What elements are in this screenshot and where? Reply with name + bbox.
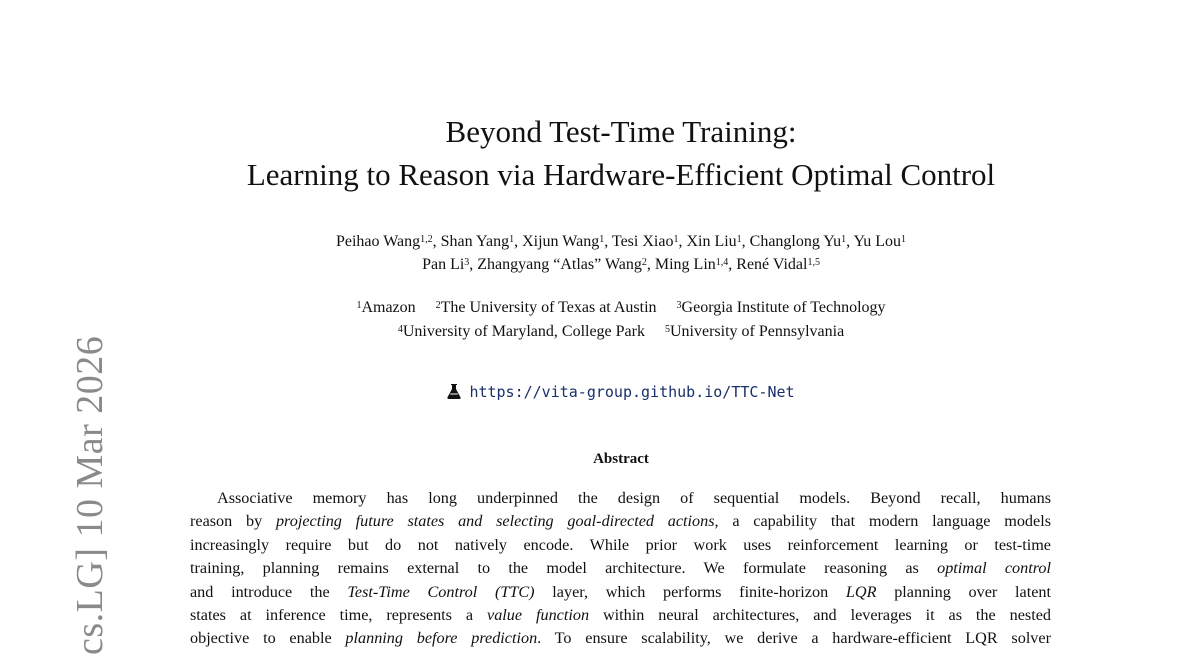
abstract-line: and introduce the Test-Time Control (TTC) layer, which performs finite-horizon LQR planning over latent [190, 582, 1051, 601]
abstract-line: Associative memory has long underpinned the design of sequential models. Beyond recall, humans [217, 489, 1051, 507]
affiliation-item [677, 299, 886, 316]
affiliation-name: University of Maryland, College Park [402, 323, 645, 340]
author-name: Peihao Wang [335, 233, 421, 250]
arxiv-sidebar-stamp: cs.LG] 10 Mar 2026 [69, 335, 111, 655]
affiliation-number: 4 [397, 324, 403, 335]
author-name: Tesi Xiao [611, 233, 674, 250]
affiliation-name: University of Pennsylvania [669, 323, 845, 340]
paper-title [0, 110, 1200, 196]
author-line-2: Pan Li$^3$, Zhangyang “Atlas” Wang$^2$, Ming Lin$^{1,4}$, René Vidal$^{1,5}$ [422, 256, 820, 273]
author-affiliation-mark: 1 [673, 234, 679, 245]
author-affiliation-mark: 1 [509, 234, 515, 245]
affiliation-number: 5 [664, 324, 670, 335]
affiliation-number: 3 [676, 300, 682, 311]
author-affiliation-mark: 2 [641, 257, 647, 268]
abstract-heading: Abstract [593, 451, 649, 467]
author-affiliation-mark: 1,2 [420, 234, 433, 245]
author-name: Shan Yang [440, 233, 510, 250]
author-affiliation-mark: 1,4 [715, 257, 729, 268]
affiliation-item [436, 299, 657, 316]
project-url-link[interactable]: https://vita-group.github.io/TTC-Net [469, 383, 795, 401]
affiliation-line-1 [0, 296, 1200, 320]
author-affiliation-mark: 1 [901, 234, 907, 245]
affiliation-name: Amazon [361, 299, 416, 316]
author-name: René Vidal [736, 256, 808, 273]
author-name: Yu Lou [853, 233, 902, 250]
flask-icon [447, 383, 461, 404]
title-line-2: Learning to Reason via Hardware-Efficient Optimal Control [246, 157, 996, 192]
author-list [0, 230, 1200, 276]
affiliation-number: 2 [435, 300, 441, 311]
author-name: Zhangyang “Atlas” Wang [477, 256, 642, 273]
author-affiliation-mark: 3 [464, 257, 470, 268]
affiliation-item [356, 299, 415, 316]
abstract-line: states at inference time, represents a value function within neural architectures, and leverages it as the nested [190, 606, 1051, 625]
author-name: Ming Lin [654, 256, 716, 273]
author-affiliation-mark: 1 [841, 234, 847, 245]
abstract-line: training, planning remains external to the model architecture. We formulate reasoning as optimal control [190, 559, 1052, 578]
abstract-body [190, 487, 1051, 651]
project-link-row [0, 382, 1200, 404]
author-name: Xin Liu [686, 233, 737, 250]
affiliation-line-2 [0, 320, 1200, 344]
affiliation-name: Georgia Institute of Technology [681, 299, 886, 316]
abstract-line: reason by projecting future states and selecting goal-directed actions, a capability that modern language models [190, 512, 1052, 531]
author-affiliation-mark: 1 [599, 234, 605, 245]
author-affiliation-mark: 1 [736, 234, 742, 245]
affiliation-item [665, 323, 844, 340]
author-affiliation-mark: 1,5 [807, 257, 820, 268]
affiliation-name: The University of Texas at Austin [440, 299, 657, 316]
author-line-1: Peihao Wang$^{1,2}$, Shan Yang$^1$, Xijun Wang$^1$, Tesi Xiao$^1$, Xin Liu$^1$, Changlong Yu$^1$, Yu Lou$^1$ [335, 233, 907, 250]
author-name: Xijun Wang [522, 233, 600, 250]
author-name: Pan Li [422, 256, 465, 273]
affiliation-item [398, 323, 645, 340]
affiliation-list [0, 296, 1200, 344]
affiliation-number: 1 [356, 300, 362, 311]
abstract-line: increasingly require but do not natively encode. While prior work uses reinforcement learning or test-time [190, 535, 1051, 554]
author-name: Changlong Yu [749, 233, 842, 250]
abstract-line: objective to enable planning before prediction. To ensure scalability, we derive a hardware-efficient LQR solver [190, 629, 1051, 648]
title-line-1: Beyond Test-Time Training: [445, 114, 797, 149]
